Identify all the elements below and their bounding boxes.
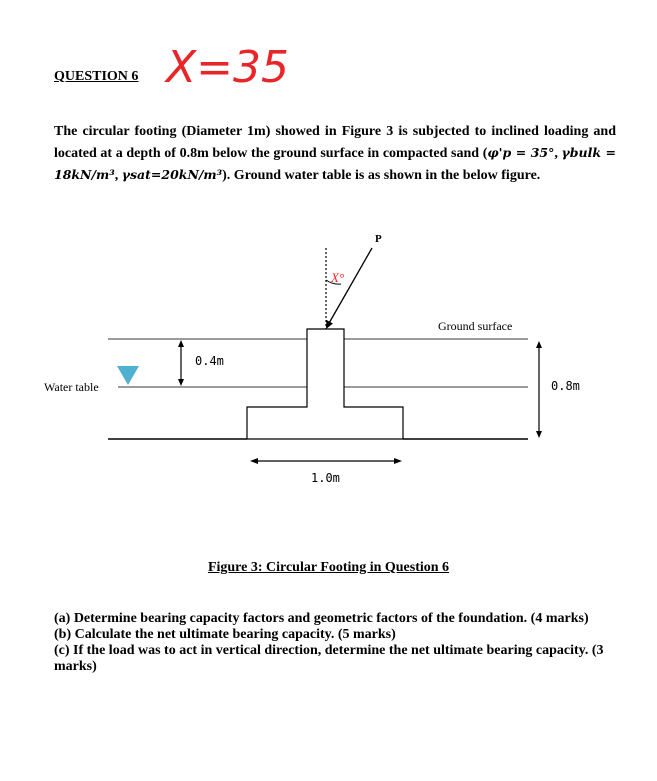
handwritten-note	[160, 30, 300, 90]
part-a: (a) Determine bearing capacity factors and geometric factors of the foundation. (4 marks)	[54, 611, 589, 626]
water-depth-arrow-top	[178, 340, 184, 347]
load-arrow-line	[328, 248, 372, 325]
angle-label: X°	[331, 270, 345, 285]
problem-statement: The circular footing (Diameter 1m) showed in Figure 3 is subjected to inclined loading and located at a depth of 0.8m below the ground surface in compacted sand (φ'p = 35°, γbulk = 18kN/m³, γsat=20kN/m³). Ground water table is as shown in the below figure.	[54, 124, 617, 183]
water-table-label: Water table	[44, 380, 99, 394]
question-title: QUESTION 6	[54, 69, 139, 84]
problem-text-1: The circular footing (Diameter 1m) showed in Figure 3 is subjected to inclined loading and located at a depth of 0.8m below the ground surface in compacted sand (	[54, 124, 616, 161]
figure-caption-text: Figure 3: Circular Footing in Question 6	[207, 560, 450, 575]
width-label: 1.0m	[311, 471, 340, 485]
part-c: (c) If the load was to act in vertical direction, determine the net ultimate bearing capacity. (3 marks)	[54, 643, 604, 674]
load-label: P	[375, 233, 382, 245]
gamma-sat-value: γsat=20kN/m³	[121, 167, 223, 182]
gamma-bulk-value: γbulk = 18kN/m³	[54, 145, 617, 182]
part-b: (b) Calculate the net ultimate bearing capacity. (5 marks)	[54, 627, 396, 642]
problem-text-2: ). Ground water table is as shown in the below figure.	[222, 168, 541, 183]
water-depth-arrow-bottom	[178, 379, 184, 386]
question-parts	[54, 611, 624, 675]
footing	[247, 329, 403, 439]
width-arrow-left	[250, 458, 258, 464]
depth-label: 0.8m	[551, 379, 580, 393]
water-depth-label: 0.4m	[195, 354, 224, 368]
figure-caption	[0, 560, 657, 576]
width-arrow-right	[394, 458, 402, 464]
ground-surface-label: Ground surface	[438, 319, 513, 333]
depth-arrow-bottom	[536, 431, 542, 438]
water-table-marker-icon	[117, 366, 139, 385]
footing-diagram	[0, 220, 657, 500]
phi-value: φ'p = 35°	[487, 145, 555, 160]
depth-arrow-top	[536, 341, 542, 348]
handwritten-note-text: X=35	[166, 42, 289, 90]
